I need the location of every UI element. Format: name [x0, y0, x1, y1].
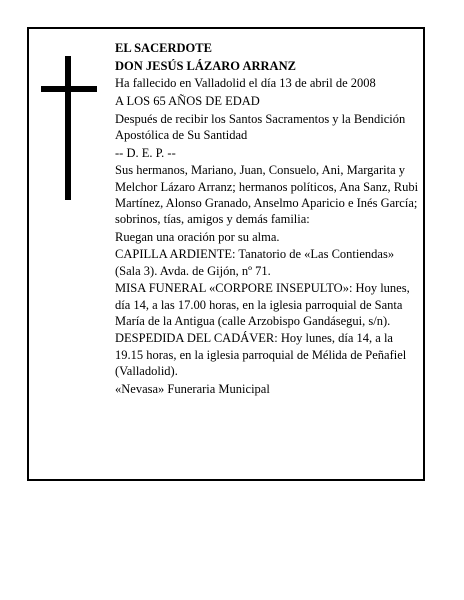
obituary-notice: [27, 27, 425, 481]
family-list: Sus hermanos, Mariano, Juan, Consuelo, Ani, Margarita y Melchor Lázaro Arranz; hermanos políticos, Ana Sanz, Rubi Martínez, Alonso Granado, Anselmo Aparicio e Inés García; sobrinos, tías, amigos y demás familia:: [115, 163, 419, 227]
funeral-home: «Nevasa» Funeraria Municipal: [115, 381, 270, 396]
sacraments-text: Después de recibir los Santos Sacramentos y la Bendición Apostólica de Su Santidad: [115, 111, 406, 143]
notice-title-line-1: EL SACERDOTE: [115, 41, 212, 55]
cross-horizontal-bar: [41, 86, 97, 92]
rest-in-peace: -- D. E. P. --: [115, 145, 176, 160]
cross-vertical-bar: [65, 56, 71, 200]
death-info: Ha fallecido en Valladolid el día 13 de abril de 2008: [115, 76, 376, 91]
deceased-name: DON JESÚS LÁZARO ARRANZ: [115, 58, 296, 73]
cross-icon: [41, 56, 97, 200]
age-at-death: A LOS 65 AÑOS DE EDAD: [115, 94, 260, 109]
funeral-mass-info: MISA FUNERAL «CORPORE INSEPULTO»: Hoy lunes, día 14, a las 17.00 horas, en la iglesia parroquial de Santa María de la Antigua (calle Arzobispo Gandásegui, s/n).: [115, 281, 410, 328]
prayer-request: Ruegan una oración por su alma.: [115, 229, 280, 244]
notice-text: [115, 40, 421, 398]
farewell-info: DESPEDIDA DEL CADÁVER: Hoy lunes, día 14, a la 19.15 horas, en la iglesia parroquial de Mélida de Peñafiel (Valladolid).: [115, 331, 407, 378]
chapel-info: CAPILLA ARDIENTE: Tanatorio de «Las Contiendas» (Sala 3). Avda. de Gijón, nº 71.: [115, 247, 395, 278]
